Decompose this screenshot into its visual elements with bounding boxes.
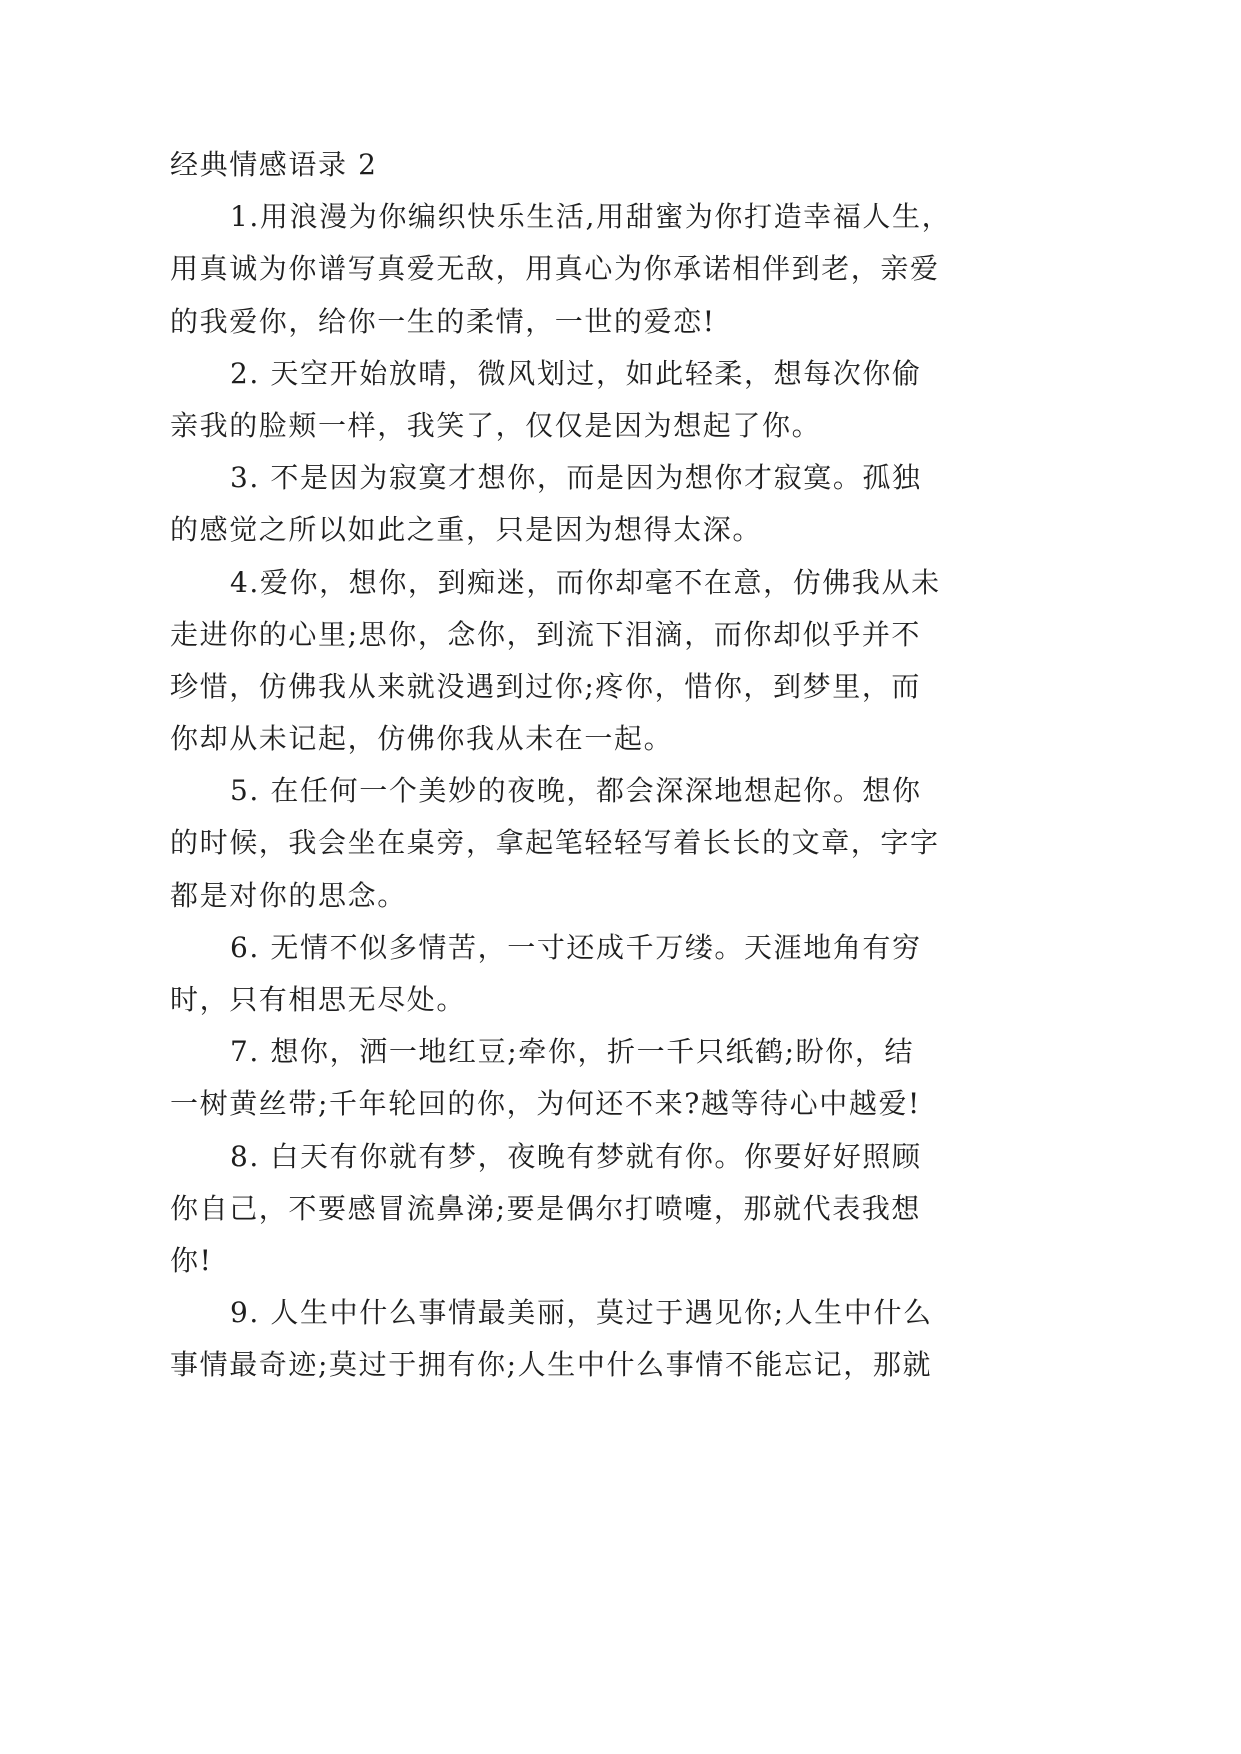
paragraph-line: 的感觉之所以如此之重，只是因为想得太深。 (170, 513, 763, 547)
paragraph-8 (170, 1131, 1170, 1288)
paragraph-3 (170, 452, 1170, 556)
paragraph-line: 你却从未记起，仿佛你我从未在一起。 (170, 722, 674, 756)
paragraph-4 (170, 557, 1170, 766)
paragraph-7 (170, 1026, 1170, 1130)
paragraph-2 (170, 348, 1170, 452)
paragraph-line: 用真诚为你谱写真爱无敌，用真心为你承诺相伴到老，亲爱 (170, 252, 940, 286)
paragraph-9 (170, 1287, 1170, 1391)
paragraph-5 (170, 765, 1170, 922)
paragraph-line: 时，只有相思无尽处。 (170, 983, 467, 1016)
paragraph-6 (170, 922, 1170, 1026)
document-body (170, 139, 1170, 1392)
paragraph-line: 你! (170, 1243, 213, 1277)
paragraph-line: 3. 不是因为寂寞才想你，而是因为想你才寂寞。孤独 (230, 461, 922, 495)
paragraph-line: 都是对你的思念。 (170, 878, 407, 912)
paragraph-line: 珍惜，仿佛我从来就没遇到过你;疼你，惜你，到梦里，而 (170, 669, 922, 703)
document-title: 经典情感语录 2 (170, 148, 378, 181)
paragraph-line: 的我爱你，给你一生的柔情，一世的爱恋! (170, 304, 716, 338)
paragraph-line: 4.爱你，想你，到痴迷，而你却毫不在意，仿佛我从未 (230, 565, 941, 599)
paragraph-line: 亲我的脸颊一样，我笑了，仅仅是因为想起了你。 (170, 408, 822, 442)
paragraph-line: 9. 人生中什么事情最美丽，莫过于遇见你;人生中什么 (230, 1296, 933, 1330)
paragraph-line: 的时候，我会坐在桌旁，拿起笔轻轻写着长长的文章，字字 (170, 826, 940, 860)
paragraph-line: 6. 无情不似多情苦，一寸还成千万缕。天涯地角有穷 (230, 930, 922, 964)
paragraph-line: 7. 想你，洒一地红豆;牵你，折一千只纸鹤;盼你，结 (230, 1035, 915, 1069)
paragraph-line: 1.用浪漫为你编织快乐生活,用甜蜜为你打造幸福人生， (230, 200, 952, 234)
paragraph-line: 5. 在任何一个美妙的夜晚，都会深深地想起你。想你 (230, 774, 922, 808)
paragraph-line: 你自己，不要感冒流鼻涕;要是偶尔打喷嚏，那就代表我想 (170, 1191, 922, 1225)
paragraph-line: 8. 白天有你就有梦，夜晚有梦就有你。你要好好照顾 (230, 1139, 922, 1173)
paragraph-line: 2. 天空开始放晴，微风划过，如此轻柔，想每次你偷 (230, 356, 922, 390)
paragraph-line: 走进你的心里;思你，念你，到流下泪滴，而你却似乎并不 (170, 617, 922, 651)
paragraph-1 (170, 191, 1170, 348)
paragraph-line: 事情最奇迹;莫过于拥有你;人生中什么事情不能忘记，那就 (170, 1348, 933, 1382)
paragraph-line: 一树黄丝带;千年轮回的你，为何还不来?越等待心中越爱! (170, 1087, 921, 1121)
